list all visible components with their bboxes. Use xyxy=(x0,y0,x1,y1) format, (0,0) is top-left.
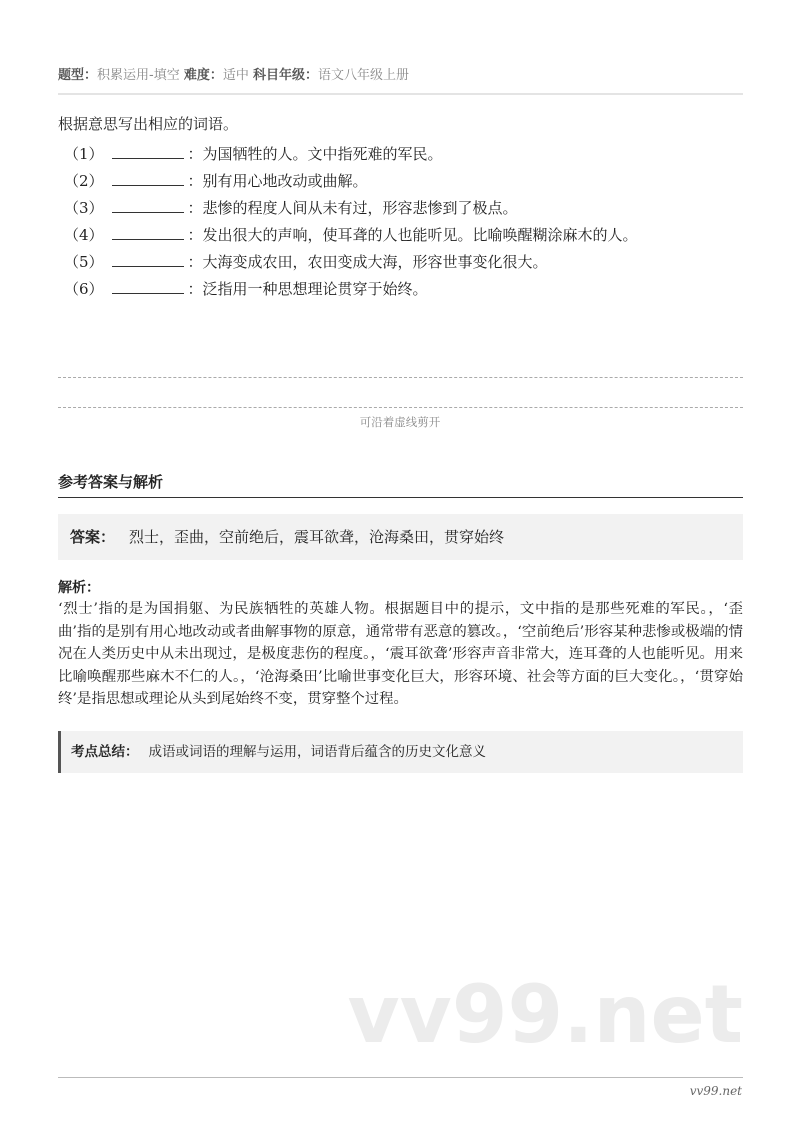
question-item xyxy=(64,168,638,195)
cut-line xyxy=(58,377,743,378)
grade-value: 语文八年级上册 xyxy=(318,68,410,83)
difficulty-value: 适中 xyxy=(222,68,249,83)
item-text: ：悲惨的程度人间从未有过，形容悲惨到了极点。 xyxy=(187,199,518,217)
answer-label: 答案： xyxy=(70,528,116,546)
question-items xyxy=(64,141,638,303)
item-text: ：为国牺牲的人。文中指死难的军民。 xyxy=(187,145,443,163)
type-label: 题型： xyxy=(58,68,98,83)
answer-box xyxy=(58,514,743,560)
answer-blank xyxy=(112,168,184,186)
summary-label: 考点总结： xyxy=(71,743,139,760)
grade-label: 科目年级： xyxy=(253,68,319,83)
question-item xyxy=(64,195,638,222)
answer-blank xyxy=(112,195,184,213)
type-value: 积累运用-填空 xyxy=(97,68,180,83)
question-item xyxy=(64,249,638,276)
item-number: （2） xyxy=(64,172,104,190)
answer-section xyxy=(58,471,743,773)
question-item xyxy=(64,141,638,168)
footer-divider xyxy=(58,1077,743,1078)
cut-line xyxy=(58,407,743,408)
answer-blank xyxy=(112,222,184,240)
question-item xyxy=(64,222,638,249)
explanation-text: ‘烈士’指的是为国捐躯、为民族牺牲的英雄人物。根据题目中的提示，文中指的是那些死难的军民。，‘歪曲’指的是别有用心地改动或者曲解事物的原意，通常带有恶意的篡改。，‘空前绝后’形容某种悲惨或极端的情况在人类历史中从未出现过，是极度悲伤的程度。，‘震耳欲聋’形容声音非常大，连耳聋的人也能听见。用来比喻唤醒那些麻木不仁的人。，‘沧海桑田’比喻世事变化巨大，形容环境、社会等方面的巨大变化。，‘贯穿始终’是指思想或理论从头到尾始终不变，贯穿整个过程。 xyxy=(58,601,743,707)
divider xyxy=(58,497,743,498)
footer-site: vv99.net xyxy=(689,1084,742,1098)
watermark: vv99.net xyxy=(347,968,743,1061)
item-text: ：泛指用一种思想理论贯穿于始终。 xyxy=(187,280,428,298)
item-number: （5） xyxy=(64,253,104,271)
question-meta xyxy=(58,64,409,83)
cut-hint: 可沿着虚线剪开 xyxy=(359,415,441,429)
item-text: ：发出很大的声响，使耳聋的人也能听见。比喻唤醒糊涂麻木的人。 xyxy=(187,226,638,244)
answer-blank xyxy=(112,276,184,294)
item-number: （6） xyxy=(64,280,104,298)
item-text: ：别有用心地改动或曲解。 xyxy=(187,172,368,190)
difficulty-label: 难度： xyxy=(183,68,223,83)
explanation-label: 解析： xyxy=(58,580,100,596)
summary-box xyxy=(58,731,743,773)
answer-text: 烈士，歪曲，空前绝后，震耳欲聋，沧海桑田，贯穿始终 xyxy=(129,528,505,546)
section-title: 参考答案与解析 xyxy=(58,473,164,491)
item-number: （1） xyxy=(64,145,104,163)
item-text: ：大海变成农田，农田变成大海，形容世事变化很大。 xyxy=(187,253,548,271)
answer-blank xyxy=(112,141,184,159)
item-number: （4） xyxy=(64,226,104,244)
question-stem: 根据意思写出相应的词语。 xyxy=(58,115,239,133)
item-number: （3） xyxy=(64,199,104,217)
summary-text: 成语或词语的理解与运用，词语背后蕴含的历史文化意义 xyxy=(148,743,486,760)
answer-blank xyxy=(112,249,184,267)
divider xyxy=(58,93,743,95)
question-item xyxy=(64,276,638,303)
